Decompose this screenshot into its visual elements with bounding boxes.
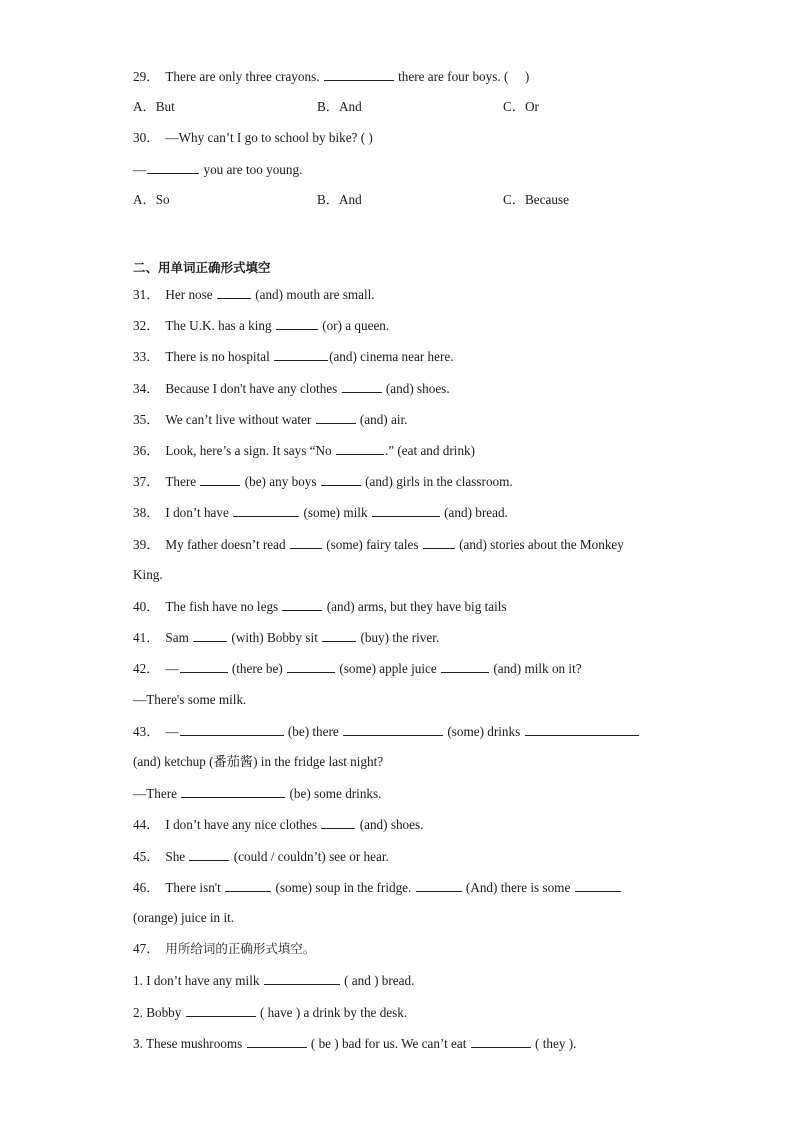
paren-close: ) (524, 69, 530, 84)
question-number: 30． (133, 130, 160, 145)
answer-blank[interactable] (180, 723, 284, 736)
question-number: 39． (133, 537, 160, 552)
section-title: 二、用单词正确形式填空 (133, 260, 271, 275)
answer-blank[interactable] (186, 1004, 256, 1017)
question-text: (and) milk on it? (493, 661, 582, 676)
answer-blank[interactable] (147, 161, 199, 174)
question-text: (buy) the river. (360, 630, 440, 645)
question-text: —Why can’t I go to school by bike? ( ) (165, 130, 373, 145)
question-text: (some) fairy tales (326, 537, 419, 552)
answer-blank[interactable] (290, 536, 322, 549)
answer-blank[interactable] (441, 660, 489, 673)
question-number: 33． (133, 349, 160, 364)
option-c[interactable]: C．Because (503, 192, 569, 207)
question-43-line-2 (133, 754, 383, 770)
question-44 (133, 816, 423, 833)
answer-blank[interactable] (282, 598, 322, 611)
question-text: (be) any boys (244, 474, 317, 489)
question-42 (133, 660, 582, 677)
question-text: The fish have no legs (165, 599, 279, 614)
question-number: 46． (133, 880, 160, 895)
question-47-item-1 (133, 972, 414, 989)
question-text: —There (133, 786, 177, 801)
question-number: 31． (133, 287, 160, 302)
question-46-line-2 (133, 910, 234, 926)
question-text: She (165, 849, 186, 864)
question-text: (and) air. (359, 412, 408, 427)
question-text: (orange) juice in it. (133, 910, 235, 925)
question-30 (133, 130, 373, 146)
question-47-item-3 (133, 1035, 576, 1052)
answer-blank[interactable] (324, 68, 394, 81)
question-text: (and) ketchup (番茄酱) in the fridge last night? (133, 754, 384, 769)
question-text: ( have ) a drink by the desk. (259, 1005, 408, 1020)
answer-blank[interactable] (321, 816, 355, 829)
question-text: .” (eat and drink) (384, 443, 476, 458)
question-text: (be) some drinks. (289, 786, 382, 801)
answer-blank[interactable] (225, 879, 271, 892)
question-text: ( and ) bread. (344, 973, 415, 988)
question-text: 1. I don’t have any milk (133, 973, 260, 988)
question-32 (133, 317, 389, 334)
answer-blank[interactable] (322, 629, 356, 642)
question-text: (and) cinema near here. (329, 349, 454, 364)
question-number: 38． (133, 505, 160, 520)
question-number: 45． (133, 849, 160, 864)
question-text: (and) mouth are small. (255, 287, 375, 302)
question-41 (133, 629, 439, 646)
answer-blank[interactable] (264, 972, 340, 985)
question-47 (133, 941, 315, 957)
question-text: (and) girls in the classroom. (365, 474, 513, 489)
question-text: There isn't (165, 880, 221, 895)
answer-blank[interactable] (247, 1035, 307, 1048)
answer-blank[interactable] (471, 1035, 531, 1048)
option-a[interactable]: A．So (133, 192, 170, 207)
question-text: King. (133, 567, 163, 582)
option-a[interactable]: A．But (133, 99, 175, 114)
question-46 (133, 879, 622, 896)
question-number: 36． (133, 443, 160, 458)
question-text: Her nose (165, 287, 213, 302)
answer-blank[interactable] (217, 286, 251, 299)
question-29 (133, 68, 529, 85)
question-text: (And) there is some (465, 880, 571, 895)
answer-blank[interactable] (287, 660, 335, 673)
question-text: (and) shoes. (385, 381, 450, 396)
question-text: I don’t have any nice clothes (165, 817, 318, 832)
question-42-line-2 (133, 692, 246, 708)
question-text: (some) milk (303, 505, 368, 520)
answer-blank[interactable] (343, 723, 443, 736)
question-text: (and) stories about the Monkey (459, 537, 624, 552)
question-43 (133, 723, 640, 740)
question-text: ( be ) bad for us. We can’t eat (310, 1036, 467, 1051)
question-text: We can’t live without water (165, 412, 312, 427)
question-43-line-3 (133, 785, 381, 802)
question-number: 29． (133, 69, 160, 84)
question-text: 3. These mushrooms (133, 1036, 243, 1051)
answer-blank[interactable] (372, 504, 440, 517)
question-text: (some) drinks (447, 724, 521, 739)
question-text: Because I don't have any clothes (165, 381, 338, 396)
answer-blank[interactable] (200, 473, 240, 486)
question-text: (with) Bobby sit (231, 630, 318, 645)
answer-blank[interactable] (189, 848, 229, 861)
question-number: 42． (133, 661, 160, 676)
answer-blank[interactable] (316, 411, 356, 424)
question-36 (133, 442, 475, 459)
answer-blank[interactable] (575, 879, 621, 892)
question-title: 用所给词的正确形式填空。 (165, 941, 316, 956)
answer-blank[interactable] (321, 473, 361, 486)
answer-blank[interactable] (336, 442, 384, 455)
question-text: The U.K. has a king (165, 318, 272, 333)
question-text: you are too young. (203, 162, 303, 177)
question-39 (133, 536, 624, 553)
question-text: Look, here’s a sign. It says “No (165, 443, 332, 458)
question-text: I don’t have (165, 505, 229, 520)
question-30-line-2 (133, 161, 302, 178)
question-text: (or) a queen. (322, 318, 390, 333)
answer-blank[interactable] (276, 317, 318, 330)
question-text: Sam (165, 630, 189, 645)
dash: — (165, 724, 179, 739)
question-number: 47． (133, 941, 160, 956)
question-31 (133, 286, 375, 303)
question-text: ( they ). (535, 1036, 577, 1051)
dash: — (165, 661, 179, 676)
option-b[interactable]: B．And (317, 192, 362, 207)
question-text: (could / couldn’t) see or hear. (233, 849, 389, 864)
answer-blank[interactable] (525, 723, 639, 736)
answer-blank[interactable] (233, 504, 299, 517)
answer-blank[interactable] (180, 660, 228, 673)
question-text: There are only three crayons. (165, 69, 320, 84)
question-34 (133, 380, 450, 397)
question-number: 40． (133, 599, 160, 614)
dash: — (133, 162, 147, 177)
question-38 (133, 504, 508, 521)
question-text: (be) there (287, 724, 339, 739)
answer-blank[interactable] (193, 629, 227, 642)
question-37 (133, 473, 513, 490)
question-number: 32． (133, 318, 160, 333)
question-text: (and) arms, but they have big tails (326, 599, 507, 614)
question-33 (133, 348, 454, 365)
question-text: (there be) (231, 661, 283, 676)
question-text: There is no hospital (165, 349, 270, 364)
question-text: (some) apple juice (339, 661, 437, 676)
question-text: My father doesn’t read (165, 537, 286, 552)
answer-blank[interactable] (181, 785, 285, 798)
question-text: (and) bread. (444, 505, 508, 520)
question-number: 41． (133, 630, 160, 645)
option-c[interactable]: C．Or (503, 99, 539, 114)
option-b[interactable]: B．And (317, 99, 362, 114)
question-40 (133, 598, 507, 615)
answer-blank[interactable] (274, 348, 328, 361)
answer-blank[interactable] (342, 380, 382, 393)
question-35 (133, 411, 407, 428)
question-47-item-2 (133, 1004, 407, 1021)
question-45 (133, 848, 389, 865)
question-number: 34． (133, 381, 160, 396)
question-text: There (165, 474, 197, 489)
question-text: —There's some milk. (133, 692, 247, 707)
question-text: (and) shoes. (359, 817, 424, 832)
question-number: 35． (133, 412, 160, 427)
question-number: 37． (133, 474, 160, 489)
question-number: 43． (133, 724, 160, 739)
question-text: (some) soup in the fridge. (275, 880, 412, 895)
answer-blank[interactable] (423, 536, 455, 549)
question-39-line-2 (133, 567, 163, 583)
question-text: 2. Bobby (133, 1005, 182, 1020)
question-text: there are four boys. ( (398, 69, 509, 84)
answer-blank[interactable] (416, 879, 462, 892)
question-number: 44． (133, 817, 160, 832)
